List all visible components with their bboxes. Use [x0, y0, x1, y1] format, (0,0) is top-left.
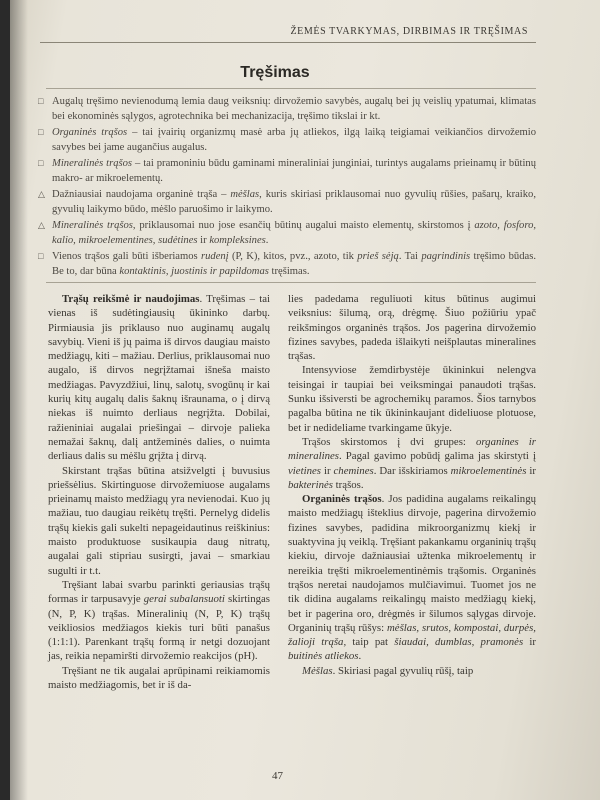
text-run: ir [197, 235, 210, 246]
triangle-bullet-icon: △ [38, 189, 45, 199]
book-page [10, 0, 600, 800]
text-run: ir [526, 464, 536, 477]
italic-run: prieš sėją [357, 251, 399, 262]
body-paragraph [48, 664, 270, 693]
italic-run: rudenį [200, 251, 229, 262]
summary-bullet-item [38, 94, 536, 124]
square-bullet-icon: □ [38, 158, 44, 168]
text-run: (P, K), kitos, pvz., azoto, tik [228, 251, 358, 262]
italic-run: kompleksines [209, 235, 266, 246]
text-run: ir [523, 636, 536, 649]
right-text-column [288, 292, 536, 678]
text-run: . [358, 650, 362, 663]
bold-run: Organinės trąšos [302, 493, 382, 506]
text-run: Skirstant trąšas būtina atsižvelgti į buvusius priešsėlius. Skirtinguose dirvožemiuose augalams prieinamų maisto medžiagų yra nevienodai. Kuo jų mažiau, tuo daugiau reikėtų tręšti. Pernelyg didelis trąšų kiekis gali sukelti nepageidautinus reiškinius: maisto produktuose susikaupia daug nitratų, augalai gali stipriau susirgti, javai – smarkiau sugulti ir t.t. [48, 464, 270, 577]
italic-run: Mineralinės trąšos [52, 158, 133, 169]
square-bullet-icon: □ [38, 251, 44, 261]
italic-run: šiaudai, dumblas, pramonės [394, 636, 524, 649]
title-rule [46, 88, 536, 89]
triangle-bullet-icon: △ [38, 220, 45, 230]
text-run: , kuris skiriasi priklausomai nuo gyvulių rūšies, pašarų, kraiko, gyvulių laikymo būdo, mėšlo paruošimo ir laikymo. [52, 189, 536, 215]
body-paragraph [288, 435, 536, 492]
italic-run: organines ir mineralines [288, 435, 536, 463]
text-run: taip pat [346, 636, 395, 649]
summary-rule [46, 282, 536, 283]
text-run: Tręšiant labai svarbu parinkti geriausias trąšų formas ir tarpusavyje [48, 578, 270, 606]
body-paragraph [48, 578, 270, 664]
italic-run: buitinės atliekos [288, 650, 359, 663]
text-run: . Jos padidina augalams reikalingų maisto medžiagų išteklius dirvoje, pagerina dirvožemio fizines savybes, padidina mikroorganizmų kiekį ir suaktyvina jų veiklą. Tręšiant pakankamu organinių trąšų kiekiu, dirvoje dažniausiai užtenka mikroelementų ir nereikia tręšti mikroelementinėmis trąšomis. Organinės trąšos neretai naudojamos mulčiavimui. Tuomet jos ne tik didina augalams reikalingų maisto medžiagų kiekį, bet ir pagerina oro, drėgmės ir šilumos sąlygas dirvoje. Organinių trąšų rūšys: [288, 493, 536, 634]
italic-run: mėšlas [230, 189, 260, 200]
text-run: . Pagal gavimo pobūdį galima jas skirstyti į [338, 450, 536, 463]
text-run: . Tręšimas – tai vienas iš sudėtingiausių ūkininko darbų. Pirmiausia jis priklauso nuo auginamų augalų savybių. Vieni iš jų paima iš dirvos daugiau maisto medžiagų, kiti – mažiau. Derlius, priklausomai nuo augalo, iš dirvos negrįžtamai išneša maisto medžiagas. Pavyzdžiui, linų, salotų, svogūnų ir kai kurių kitų augalų dalis šaknų išraunama, o į dirvą niekas iš nuimto derliaus negrįžta. Dobilai, ražieniniai augalai priešingai – dirvoje palieka nemažai šaknų, dalį antžeminės dalies, o nuimta derliaus dalis su mėšlu grįžta į dirvą. [48, 293, 270, 463]
body-paragraph [48, 464, 270, 578]
header-rule [40, 42, 536, 43]
summary-bullet-item [38, 249, 536, 279]
body-paragraph [288, 492, 536, 664]
summary-bullet-item [38, 125, 536, 155]
italic-run: Organinės trąšos [52, 127, 128, 138]
body-paragraph [288, 292, 536, 363]
summary-bullet-item [38, 218, 536, 248]
italic-run: pagrindinis [421, 251, 471, 262]
text-run: skirtingas (N, P, K) trąšas. Mineralinių (N, P, K) trąšų veikliosios medžiagos kiekis turi būti panašus (1:1:1). Parenkant trąšų formą ir netgi dozuojant jas, reikia nepamiršti dirvožemio reakcijos (pH). [48, 593, 270, 663]
italic-run: mikroelementinės [450, 464, 527, 477]
italic-run: kontaktinis, juostinis ir papildomas [119, 266, 269, 277]
text-run: – tai pramoniniu būdu gaminami mineraliniai junginiai, turintys augalams prieinamų ir būtinų makro- ar mikroelementų. [52, 158, 536, 184]
page-title: Tręšimas [240, 64, 310, 81]
body-paragraph [288, 664, 536, 678]
text-run: Intensyviose žemdirbystėje ūkininkui nelengva teisingai ir taupiai bei veiksmingai panaudoti trąšas. Sunku išsiversti be agrochemikų paramos. Šios tarnybos pagalba būtina ne tik ūkininkaujant dideliuose plotuose, bet ir nedideliame tvarkingame ūkyje. [288, 364, 536, 434]
text-run: Vienos trąšos gali būti išberiamos [52, 251, 201, 262]
text-run: . Tai [398, 251, 422, 262]
text-run: Trąšos skirstomos į dvi grupes: [302, 435, 476, 448]
square-bullet-icon: □ [38, 96, 44, 106]
running-header: ŽEMĖS TVARKYMAS, DIRBIMAS IR TRĘŠIMAS [290, 26, 528, 37]
text-run: ir [320, 464, 334, 477]
text-run: . Skiriasi pagal gyvulių rūšį, taip [332, 664, 474, 677]
text-run: tręšimo būdas. Be to, dar būna [52, 251, 536, 277]
text-run: Tręšiant ne tik augalai aprūpinami reikiamomis maisto medžiagomis, bet ir iš da- [48, 664, 270, 692]
summary-bullet-item [38, 187, 536, 217]
body-paragraph [48, 292, 270, 464]
body-paragraph [288, 363, 536, 434]
left-text-column [48, 292, 270, 692]
italic-run: bakterinės [288, 478, 333, 491]
italic-run: Mėšlas [302, 664, 333, 677]
text-run: . [265, 235, 269, 246]
text-run: , priklausomai nuo jose esančių būtinų augalui maisto elementų, skirstomos į [132, 220, 475, 231]
summary-bullet-item [38, 156, 536, 186]
text-run: – tai įvairių organizmų masė arba jų atliekos, ilgą laiką teigiamai veikiančios dirvožemio savybes bei jame augančius augalus. [52, 127, 537, 153]
bold-run: Trąšų reikšmė ir naudojimas [62, 293, 200, 305]
italic-run: vietines [288, 464, 321, 477]
text-run: Dažniausiai naudojama organinė trąša – [52, 189, 231, 200]
text-run: tręšimas. [268, 266, 310, 277]
page-number: 47 [272, 770, 283, 782]
summary-bullet-list [38, 94, 536, 280]
text-run: . Dar išskiriamos [373, 464, 451, 477]
italic-run: azoto, fosforo, kalio, mikroelementines, sudėtines [52, 220, 537, 246]
text-run: lies padedama reguliuoti kitus būtinus augimui veiksnius: šilumą, orą, drėgmę. Šiuo požiūriu ypač reikšmingos organinės trąšos. Jos pagerina dirvožemio fizines savybes, padeda išlaikyti neišplautas mineralines trąšas. [288, 293, 536, 363]
italic-run: chemines [333, 464, 374, 477]
italic-run: mėšlas, srutos, kompostai, durpės, žalioji trąša, [288, 621, 536, 649]
italic-run: Mineralinės trąšos [52, 220, 133, 231]
text-run: Augalų tręšimo nevienodumą lemia daug veiksnių: dirvožemio savybės, augalų bei jų veislių ypatumai, klimatas bei ekonominės sąlygos, agrotechnika bei mechanizacija, tręšimo tikslai ir kt. [52, 96, 536, 122]
square-bullet-icon: □ [38, 127, 44, 137]
text-run: trąšos. [332, 478, 364, 491]
italic-run: gerai subalansuoti [143, 593, 225, 606]
